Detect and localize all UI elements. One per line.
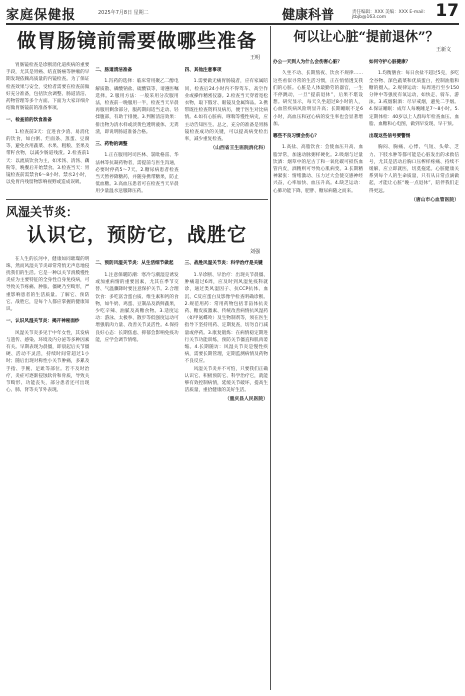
section-heading: 哪些不良习惯会伤心？ xyxy=(273,133,319,139)
section-body: 1.早诊断、早治疗：出现关节晨僵、肿痛超过6周，应及时到风湿免疫科就诊，通过类风湿因子、抗CCP抗体、血沉、C反应蛋白及影像学检查明确诊断。2.规范用药：常用药物包括非甾体抗炎药、糖皮质激素、传统改善病情抗风湿药（如甲氨蝶呤）及生物制剂等，须在医生指导下坚持用药、定期复查，切勿自行减量或停药。3.康复锻炼：在病情稳定期进行关节功能训练，预防关节僵直和肌肉萎缩。4.长期随访：风湿关节炎是慢性疾病，需要长期管理，定期监测病情及药物不良反应。 xyxy=(184,273,268,365)
article-byline: 刘强 xyxy=(249,248,260,255)
article-source: （山西省王生医院消化科） xyxy=(210,146,268,152)
section-body: 1.注意保暖防潮：寒冷与潮湿是诱发或加重病情的重要因素，尤其在季节交替、气温骤降时要注意保护关节。2.合理饮食：多吃富含蛋白质、维生素和钙的食物，如牛奶、鸡蛋、豆制品及新鲜蔬果，少吃辛辣、油腻及高糖食物。3.适度运动：游泳、太极拳、散步等低强度运动可增强肌肉力量、改善关节灵活性。4.保持良好心态：长期焦虑、抑郁会影响免疫功能，应学会调节情绪。 xyxy=(95,273,179,343)
article-byline: 王新文 xyxy=(435,47,451,53)
article-intro: 胃肠镜检查是诊断消化道疾病的重要手段，尤其是胃癌、结直肠癌等肿瘤的早期发现依赖高质量的内镜检查。为了保证检查效果与安全，受检者需要在检查前做好充分准备，包括饮食调整、肠道清洁、药物管理等多个方面。下面为大家详细介绍做胃肠镜前的准备事项。 xyxy=(6,63,90,112)
article-body xyxy=(6,62,268,196)
section-heading: 二、肠道清洁准备 xyxy=(95,67,133,73)
article-endoscopy xyxy=(6,26,268,196)
body-column-2 xyxy=(95,62,178,196)
section-heading: 办公一天到人为什么会伤害心脏？ xyxy=(273,59,342,65)
page-number: 17 xyxy=(435,1,459,21)
section-heading: 四、其他注意事项 xyxy=(184,67,222,73)
article-title: 做胃肠镜前需要做哪些准备 xyxy=(16,30,257,52)
article-body xyxy=(273,54,459,204)
left-column xyxy=(6,26,268,404)
body-column-1 xyxy=(273,54,363,204)
body-column-2 xyxy=(369,54,459,204)
section-body: 胸闷、胸痛、心悸、气短、头晕、乏力、下肢水肿等都可能是心脏发出的求救信号，尤其是活动后胸口压榨样疼痛、持续不缓解，应立即就医，切莫拖延。心脏健康关系到每个人的生命质量，只有从日常点滴做起，才能让心脏“晚一点退休”，陪伴我们走得更远。 xyxy=(369,145,459,194)
section-body: 1.泻药的选择：临床常用聚乙二醇电解质散、磷酸钠盐、硫酸镁等，请遵医嘱选择。2.服用方法：一般采用分次服用法，检查前一晚服用一半，检查当天早晨再服用剩余部分，服药期间适当走动、轻揉腹部，有助于排便。3.判断清洁效果：排出物为清水样或淡黄色透明液体、无粪渣，即说明肠道准备合格。 xyxy=(95,79,179,135)
issue-date: 2025年7月8日 星期二 xyxy=(98,10,149,16)
editor-meta: 责任编辑：XXX 美编：XXX E-mail: jtbjb@163.com xyxy=(352,10,425,20)
section-body: 风湿关节炎多见于中年女性，其发病与遗传、感染、环境及内分泌等多种因素有关。早期表现为晨僵，即晨起后关节僵硬、活动不灵活，持续时间常超过1小时；随后出现对称性小关节肿痛，多累及手指、手腕、足趾等部位。若不及时治疗，炎症可逐渐侵蚀软骨和骨质，导致关节畸形、功能丧失，部分患者还可出现心、肺、肾等关节外表现。 xyxy=(6,330,90,394)
section-body: 1.均衡膳食：每日食盐不超过5克，多吃全谷物、深色蔬菜和优质蛋白，控制油脂和糖的摄入。2.规律运动：每周进行至少150分钟中等强度有氧运动，如快走、骑车、游泳。3.戒烟限酒：尽早戒烟，避免二手烟。4.保证睡眠：成年人每晚睡足7～8小时。5.定期体检：40岁以上人群每年检查血压、血脂、血糖和心电图，做到早发现、早干预。 xyxy=(369,71,459,127)
paper-name: 家庭保健报 xyxy=(6,8,77,23)
article-source: （重庆县人民医院） xyxy=(224,397,268,403)
section-heading: 一、检查前的饮食准备 xyxy=(6,118,52,124)
article-source: （唐山市心血管医院） xyxy=(411,197,459,203)
article-closing: 风湿关节炎并不可怕，只要我们正确认识它、积极预防它、科学治疗它，就能够有效控制病情，延缓关节破坏，提高生活质量，重拾健康的美好生活。 xyxy=(184,366,268,394)
section-heading: 二、预防风湿关节炎：从生活细节做起 xyxy=(95,261,174,267)
article-kicker: 风湿关节炎： xyxy=(6,204,79,219)
page-header xyxy=(6,3,459,25)
article-body xyxy=(6,256,268,404)
section-name: 健康科普 xyxy=(282,8,335,23)
section-heading: 出现这些信号要警惕 xyxy=(369,133,411,139)
section-heading: 一、认识风湿关节炎：揭开神秘面纱 xyxy=(6,318,80,324)
body-column-3 xyxy=(185,256,268,404)
section-body: 1.检查前3天：宜进食少渣、易消化的饮食，如白粥、烂面条、蒸蛋、豆腐等，避免食用蔬菜、水果、粗粮、坚果及带籽食物，以减少肠道残渣。2.检查前1天：以流质饮食为主，如米汤、清汤、藕粉等，晚餐后开始禁食。3.检查当天：胃镜检查前需禁食6～8小时、禁水2小时，以免胃内残留物影响视野或造成误吸。 xyxy=(6,129,90,186)
article-divider xyxy=(6,199,268,200)
section-body: 1.正在服用阿司匹林、氯吡格雷、华法林等抗凝药物者，需提前与医生沟通，必要时停药5～7天。2.糖尿病患者检查当天暂停降糖药，并随身携带糖果，防止低血糖。3.高血压患者可在检查当天早晨用少量温水送服降压药。 xyxy=(95,153,179,195)
section-heading: 三、药物的调整 xyxy=(95,141,128,147)
section-heading: 三、战胜风湿关节炎：科学治疗是关键 xyxy=(184,261,263,267)
body-column-1 xyxy=(6,62,89,196)
article-title: 何以让心脏“提前退休”？ xyxy=(293,30,439,45)
section-body: 1.高盐、高脂饮食：会使血压升高、血脂异常，加速动脉粥样硬化。2.吸烟与过量饮酒：烟草中的尼古丁和一氧化碳可损伤血管内皮，酒精则可导致心肌病变。3.长期精神紧张：情绪激动、压力过大会使交感神经兴奋，心率加快、血压升高。4.缺乏运动：心肺功能下降，肥胖、糖尿病随之而来。 xyxy=(273,145,363,194)
section-body: 1.需要做无痛胃肠镜者，应有家属陪同，检查后24小时内不得驾车、高空作业或操作精密仪器。2.检查当天穿着宽松衣物，取下假牙、眼镜及金属饰品。3.携带既往检查资料及病历，便于医生对比病情。4.如有心脏病、哮喘等慢性病史，应主动告知医生。总之，充分的准备是胃肠镜检查成功的关键，可以提高病变检出率，减少重复检查。 xyxy=(184,79,268,143)
right-column xyxy=(273,26,459,204)
article-title: 认识它，预防它，战胜它 xyxy=(26,223,247,246)
body-column-3 xyxy=(185,62,268,196)
column-divider xyxy=(270,26,271,690)
article-intro: 在人生的长河中，健康如同璀璨的明珠，然而风湿关节炎却常常悄无声息地侵扰我们的生活。它是一种以关节滑膜慢性炎症为主要特征的全身性自身免疫病，可导致关节疼痛、肿胀、僵硬乃至畸形，严重影响患者的生活质量。了解它、预防它、战胜它，是每个人都应掌握的健康知识。 xyxy=(6,256,90,313)
body-column-1 xyxy=(6,256,89,404)
article-arthritis xyxy=(6,203,268,404)
section-body: 久坐不动、长期熬夜、饮食不规律……这些看似寻常的生活习惯，正在悄悄透支我们的心脏。心脏是人体最勤劳的器官，一生不停跳动，一旦“提前退休”，后果不堪设想。研究显示，每天久坐超过8小时的人，心血管疾病风险明显升高；长期睡眠不足6小时，高血压和冠心病的发生率也会显著增加。 xyxy=(273,71,363,127)
article-byline: 王明 xyxy=(249,55,260,61)
section-heading: 如何守护心脏健康？ xyxy=(369,59,411,65)
body-column-2 xyxy=(95,256,178,404)
